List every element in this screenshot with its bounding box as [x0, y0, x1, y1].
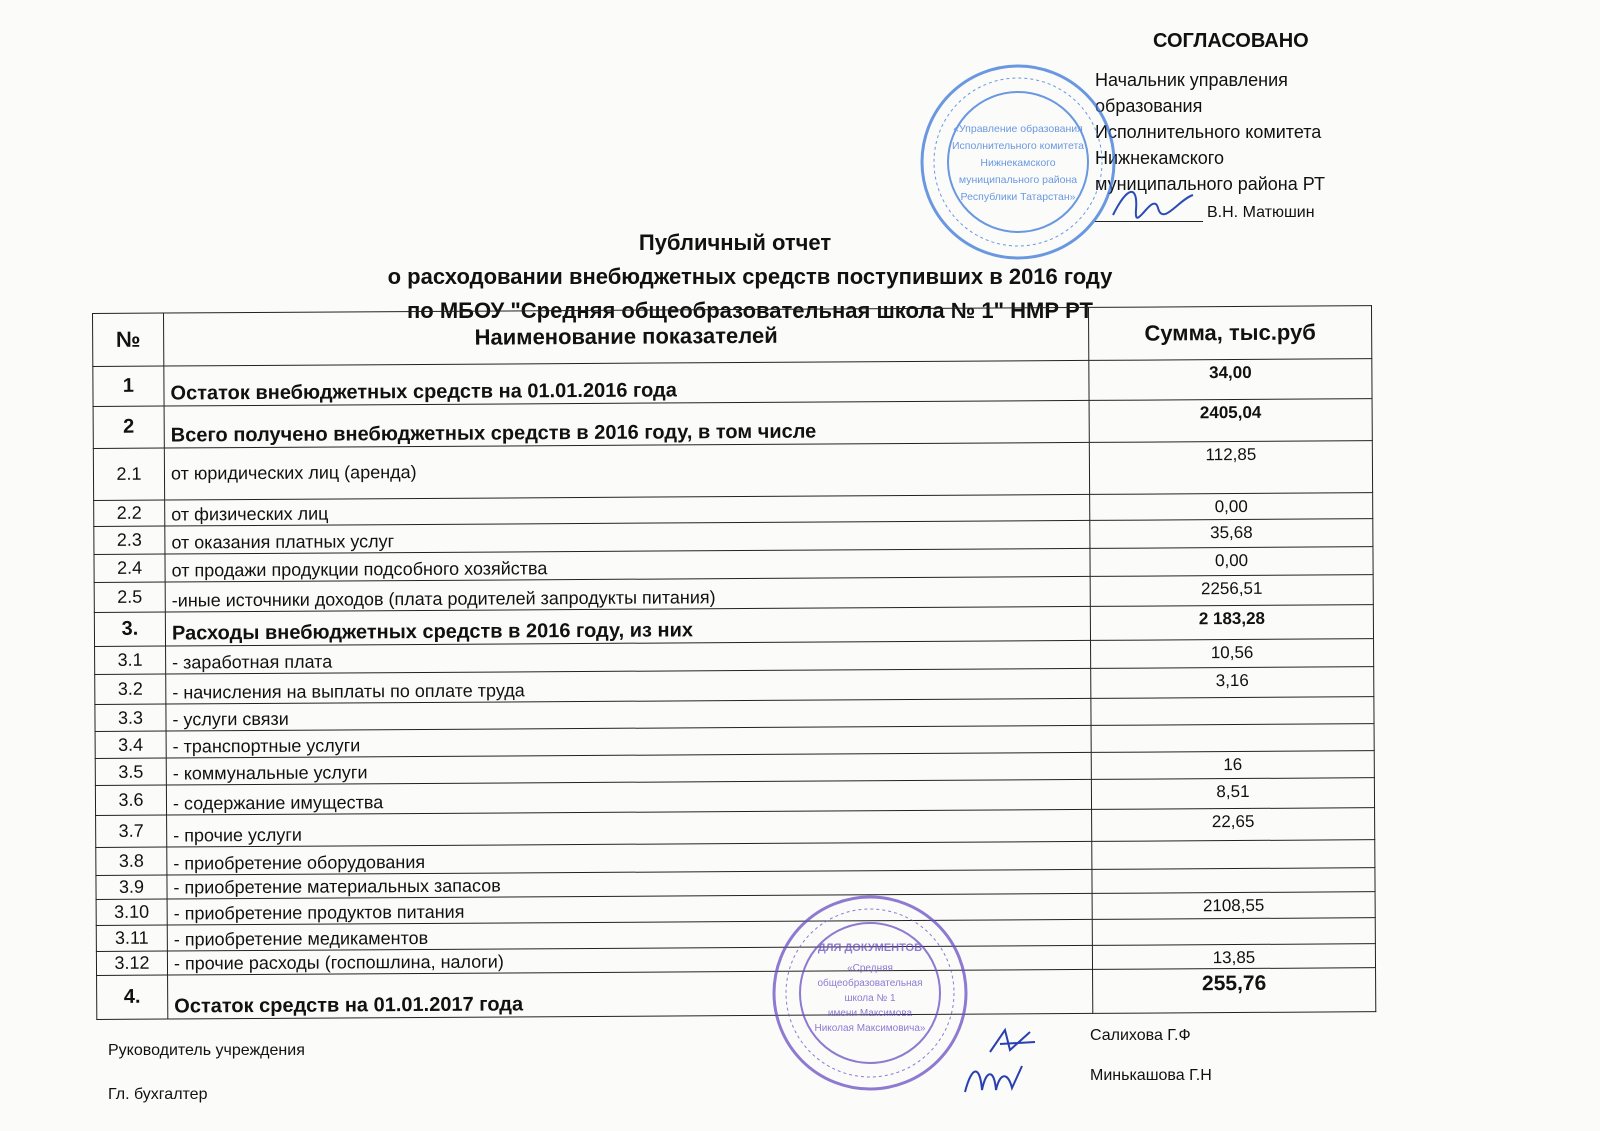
row-num: 2.5 [94, 582, 165, 612]
row-num: 3.8 [96, 847, 167, 875]
stamp-line: «Средняя [847, 963, 893, 974]
row-sum: 3,16 [1091, 667, 1374, 699]
row-num: 2.2 [94, 500, 165, 526]
approval-heading: СОГЛАСОВАНО [1153, 30, 1309, 52]
stamp-line: муниципального района [958, 174, 1078, 186]
row-num: 4. [97, 975, 168, 1019]
accountant-signature-scribble [960, 1060, 1030, 1100]
row-name: - начисления на выплаты по оплате труда [166, 668, 1091, 704]
title-line-3: по МБОУ "Средняя общеобразовательная школа № 1" НМР РТ [407, 298, 1093, 323]
row-sum: 8,51 [1091, 778, 1374, 810]
row-sum [1092, 918, 1375, 946]
approval-line: Начальник управления [1095, 70, 1288, 90]
stamp-line: Николая Максимовича» [814, 1023, 926, 1034]
row-num: 2 [93, 406, 164, 448]
row-name: - услуги связи [166, 698, 1091, 731]
approval-signature-scribble [1108, 180, 1198, 225]
stamp-line: Нижнекамского [980, 157, 1056, 169]
row-name: - коммунальные услуги [166, 752, 1091, 785]
row-sum: 13,85 [1092, 944, 1375, 970]
header-num: № [93, 313, 164, 366]
head-role: Руководитель учреждения [108, 1042, 305, 1059]
row-name: от продажи продукции подсобного хозяйства [165, 548, 1090, 582]
row-name: - содержание имущества [166, 779, 1091, 815]
approval-line: муниципального района РТ [1095, 174, 1325, 194]
row-name: Остаток средств на 01.01.2017 года [168, 969, 1093, 1019]
row-sum: 34,00 [1089, 359, 1372, 401]
row-name: - приобретение медикаментов [167, 919, 1092, 951]
row-num: 3.2 [95, 674, 166, 704]
row-sum: 0,00 [1090, 493, 1373, 521]
row-num: 3.4 [95, 731, 166, 758]
row-name: от юридических лиц (аренда) [164, 442, 1089, 500]
stamp-line: Исполнительного комитета [951, 140, 1085, 152]
row-name: Остаток внебюджетных средств на 01.01.2016 года [164, 360, 1089, 406]
stamp-line: общеобразовательная [817, 978, 923, 989]
row-name: - приобретение материальных запасов [167, 869, 1092, 899]
accountant-name: Минькашова Г.Н [1090, 1067, 1212, 1084]
row-num: 2.1 [93, 448, 164, 500]
stamp-line: «Управление образования [953, 123, 1083, 135]
title-line-1: Публичный отчет [638, 230, 832, 255]
row-sum: 22,65 [1092, 808, 1375, 842]
row-sum: 2256,51 [1090, 575, 1373, 607]
row-name: - прочие расходы (госпошлина, налоги) [167, 945, 1092, 975]
row-sum: 0,00 [1090, 547, 1373, 577]
accountant-role: Гл. бухгалтер [108, 1086, 208, 1103]
row-sum: 10,56 [1091, 639, 1374, 669]
stamp-line: имени Максимова [827, 1008, 913, 1019]
row-name: - заработная плата [166, 640, 1091, 674]
row-sum: 112,85 [1089, 441, 1372, 495]
row-num: 3.11 [96, 925, 167, 951]
row-num: 3.3 [95, 704, 166, 731]
table-row [93, 441, 1372, 501]
row-num: 3.9 [96, 875, 167, 899]
table-row [97, 968, 1376, 1020]
report-table [92, 305, 1376, 1020]
row-num: 3.10 [96, 899, 167, 925]
row-name: Всего получено внебюджетных средств в 2016 году, в том числе [164, 400, 1089, 448]
approval-line: Исполнительного комитета [1095, 122, 1322, 142]
title-line-2: о расходовании внебюджетных средств поступивших в 2016 году [387, 264, 1113, 289]
row-num: 2.4 [94, 554, 165, 582]
row-name: Расходы внебюджетных средств в 2016 году, из них [165, 606, 1090, 646]
stamp-line: ДЛЯ ДОКУМЕНТОВ [817, 942, 923, 954]
row-name: - приобретение продуктов питания [167, 893, 1092, 925]
row-sum [1092, 868, 1375, 894]
table-header-row [93, 306, 1372, 367]
approval-line: образования [1095, 96, 1203, 116]
stamp-line: Республики Татарстан» [960, 191, 1076, 203]
row-num: 3.6 [95, 785, 166, 815]
approval-line: Нижнекамского [1095, 148, 1224, 168]
row-sum: 255,76 [1093, 968, 1376, 1014]
row-name: от оказания платных услуг [165, 520, 1090, 554]
row-name: - транспортные услуги [166, 725, 1091, 758]
row-name: - прочие услуги [167, 809, 1092, 847]
row-sum [1091, 697, 1374, 726]
row-sum: 16 [1091, 751, 1374, 780]
row-name: - приобретение оборудования [167, 841, 1092, 875]
row-num: 3. [94, 612, 165, 646]
stamp-line: школа № 1 [844, 993, 896, 1004]
head-name: Салихова Г.Ф [1090, 1027, 1191, 1044]
row-num: 3.1 [95, 646, 166, 674]
row-sum: 2 183,28 [1090, 605, 1373, 641]
row-num: 3.7 [96, 815, 167, 847]
lower-stamp [770, 893, 970, 1093]
row-num: 3.5 [95, 758, 166, 785]
head-signature-scribble [985, 1022, 1045, 1062]
row-sum: 2108,55 [1092, 892, 1375, 920]
header-name: Наименование показателей [164, 307, 1089, 366]
row-sum [1092, 840, 1375, 870]
row-sum: 2405,04 [1089, 399, 1372, 443]
row-name: от физических лиц [165, 494, 1090, 526]
row-sum [1091, 724, 1374, 753]
header-sum: Сумма, тыс.руб [1088, 306, 1371, 361]
row-num: 1 [93, 366, 164, 406]
row-num: 2.3 [94, 526, 165, 554]
approval-signer: В.Н. Матюшин [1207, 204, 1315, 221]
row-name: -иные источники доходов (плата родителей запродукты питания) [165, 576, 1090, 612]
row-num: 3.12 [96, 951, 167, 975]
row-sum: 35,68 [1090, 519, 1373, 549]
